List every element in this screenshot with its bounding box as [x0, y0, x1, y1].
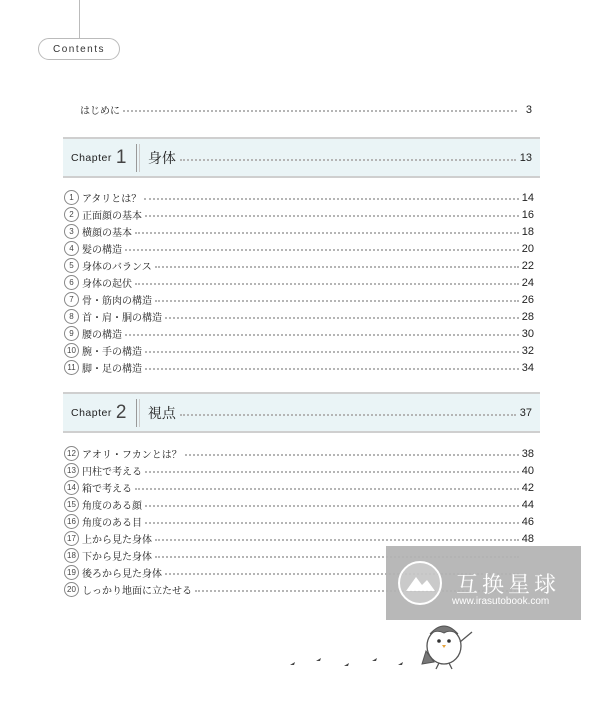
chapter-title: 身体 [147, 150, 176, 167]
section-number-badge: 11 [64, 360, 79, 375]
section-page: 38 [521, 447, 534, 460]
section-label: 後ろから見た身体 [82, 569, 162, 580]
section-number-badge: 17 [64, 531, 79, 546]
toc-section-row[interactable] [64, 207, 534, 222]
section-label: 首・肩・胴の構造 [82, 313, 162, 324]
section-page: 40 [521, 464, 534, 477]
leader-dots [135, 232, 519, 234]
section-page: 16 [521, 208, 534, 221]
section-number-badge: 13 [64, 463, 79, 478]
chapter-number: 1 [115, 146, 127, 168]
section-label: 正面顔の基本 [82, 211, 142, 222]
leader-dots [155, 300, 519, 302]
section-label: 箱で考える [82, 484, 132, 495]
leader-dots [135, 488, 519, 490]
section-number-badge: 12 [64, 446, 79, 461]
leader-dots [180, 159, 516, 161]
leader-dots [135, 283, 519, 285]
toc-section-row[interactable] [64, 258, 534, 273]
chapter-page: 37 [519, 406, 532, 419]
section-number-badge: 8 [64, 309, 79, 324]
section-page: 30 [521, 327, 534, 340]
leader-dots [155, 539, 519, 541]
section-label: 髪の構造 [82, 245, 122, 256]
toc-section-row[interactable] [64, 292, 534, 307]
chapter-word: Chapter [71, 406, 112, 419]
chapter-2-header[interactable] [63, 392, 540, 433]
section-page: 20 [521, 242, 534, 255]
toc-section-row[interactable] [64, 446, 534, 461]
leader-dots [145, 522, 519, 524]
leader-dots [165, 317, 519, 319]
section-label: 横顔の基本 [82, 228, 132, 239]
section-number-badge: 4 [64, 241, 79, 256]
section-page: 18 [521, 225, 534, 238]
leader-dots [155, 266, 519, 268]
section-number-badge: 19 [64, 565, 79, 580]
leader-dots [185, 454, 519, 456]
section-number-badge: 2 [64, 207, 79, 222]
toc-section-row[interactable] [64, 360, 534, 375]
chapter-number: 2 [115, 401, 127, 423]
section-page: 26 [521, 293, 534, 306]
section-number-badge: 16 [64, 514, 79, 529]
toc-section-row[interactable] [64, 309, 534, 324]
section-page: 24 [521, 276, 534, 289]
watermark-title: 互换星球 [456, 572, 561, 598]
section-number-badge: 6 [64, 275, 79, 290]
leader-dots [125, 249, 519, 251]
section-label: 腰の構造 [82, 330, 122, 341]
toc-section-row[interactable] [64, 343, 534, 358]
section-page: 42 [521, 481, 534, 494]
top-rule [79, 0, 80, 38]
section-label: 身体のバランス [82, 262, 152, 273]
watermark-overlay [386, 546, 581, 620]
toc-section-row[interactable] [64, 275, 534, 290]
leader-dots [125, 334, 519, 336]
leader-dots [145, 368, 519, 370]
section-number-badge: 1 [64, 190, 79, 205]
chapter-page: 13 [519, 151, 532, 164]
toc-intro-row[interactable] [80, 102, 532, 117]
section-number-badge: 5 [64, 258, 79, 273]
section-number-badge: 14 [64, 480, 79, 495]
section-number-badge: 3 [64, 224, 79, 239]
toc-intro-page: 3 [525, 103, 532, 116]
leader-dots [180, 414, 516, 416]
chapter-title: 視点 [147, 405, 176, 422]
section-page: 46 [521, 515, 534, 528]
contents-tag: Contents [38, 38, 120, 60]
section-number-badge: 15 [64, 497, 79, 512]
section-number-badge: 10 [64, 343, 79, 358]
section-label: 角度のある顔 [82, 501, 142, 512]
section-page: 28 [521, 310, 534, 323]
section-label: 角度のある目 [82, 518, 142, 529]
section-number-badge: 9 [64, 326, 79, 341]
leader-dots [145, 505, 519, 507]
leader-dots [145, 215, 519, 217]
watermark-url: www.irasutobook.com [452, 596, 550, 607]
section-page: 48 [521, 532, 534, 545]
toc-section-row[interactable] [64, 190, 534, 205]
chapter-word: Chapter [71, 151, 112, 164]
toc-section-row[interactable] [64, 463, 534, 478]
section-page: 22 [521, 259, 534, 272]
toc-section-row[interactable] [64, 514, 534, 529]
section-label: しっかり地面に立たせる [82, 586, 192, 597]
section-page: 44 [521, 498, 534, 511]
leader-dots [145, 471, 519, 473]
section-page: 34 [521, 361, 534, 374]
section-label: 腕・手の構造 [82, 347, 142, 358]
toc-section-row[interactable] [64, 224, 534, 239]
bird-illustration [412, 616, 482, 671]
footprints-decoration [288, 655, 418, 671]
section-number-badge: 7 [64, 292, 79, 307]
section-label: アオリ・フカンとは？ [82, 450, 182, 461]
section-label: 円柱で考える [82, 467, 142, 478]
toc-section-row[interactable] [64, 497, 534, 512]
leader-dots [144, 198, 518, 200]
chapter-divider-light [139, 399, 140, 427]
section-label: アタリとは？ [82, 194, 142, 205]
toc-section-row[interactable] [64, 326, 534, 341]
planet-logo-icon [398, 561, 442, 605]
toc-section-row[interactable] [64, 480, 534, 495]
section-label: 脚・足の構造 [82, 364, 142, 375]
section-page: 14 [521, 191, 534, 204]
chapter-divider [136, 144, 137, 172]
leader-dots [145, 351, 519, 353]
toc-intro-label: はじめに [80, 106, 120, 117]
chapter-1-header[interactable] [63, 137, 540, 178]
section-label: 骨・筋肉の構造 [82, 296, 152, 307]
section-number-badge: 20 [64, 582, 79, 597]
section-number-badge: 18 [64, 548, 79, 563]
section-label: 身体の起伏 [82, 279, 132, 290]
section-label: 上から見た身体 [82, 535, 152, 546]
toc-section-row[interactable] [64, 241, 534, 256]
toc-section-row[interactable] [64, 531, 534, 546]
chapter-divider [136, 399, 137, 427]
chapter-divider-light [139, 144, 140, 172]
section-page: 32 [521, 344, 534, 357]
leader-dots [123, 110, 517, 112]
section-label: 下から見た身体 [82, 552, 152, 563]
